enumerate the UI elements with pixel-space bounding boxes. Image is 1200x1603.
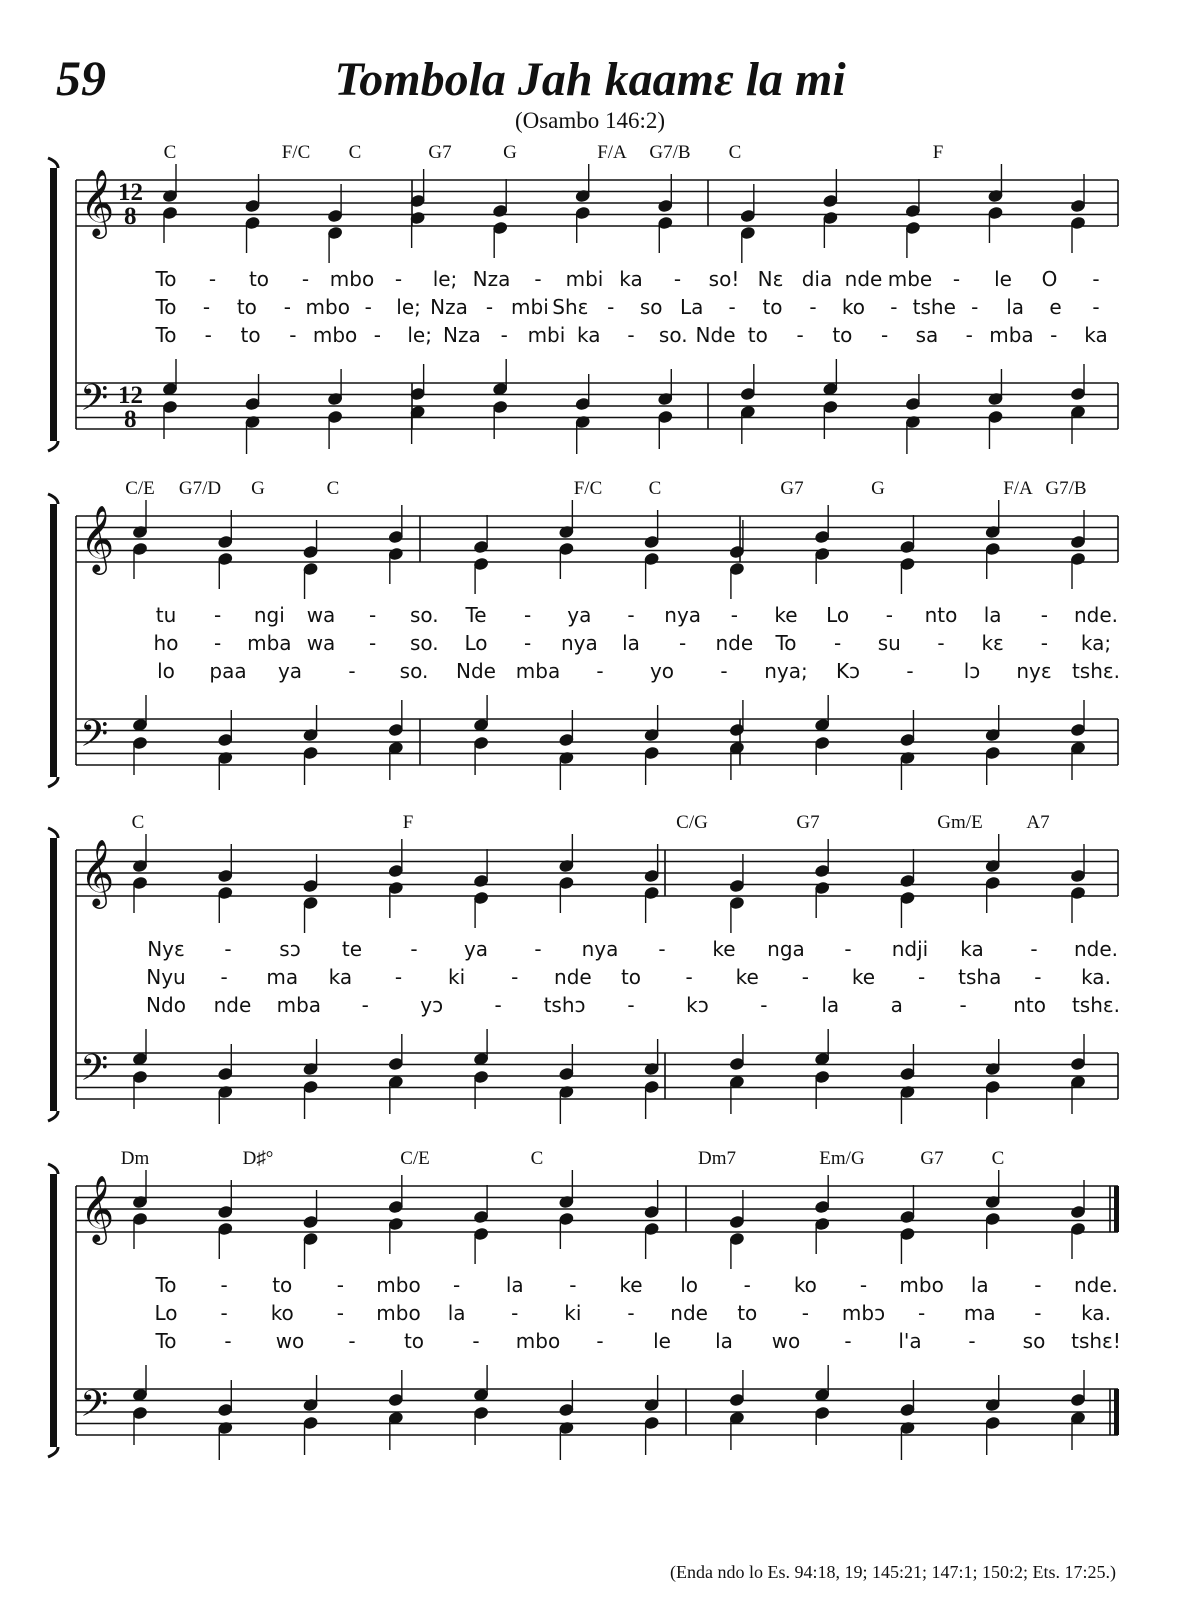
system-bracket <box>50 504 57 777</box>
lyric-syllable: To <box>155 1329 177 1353</box>
lyric-hyphen: - <box>301 267 310 291</box>
lyric-hyphen: - <box>968 1329 976 1353</box>
lyric-hyphen: - <box>283 295 291 319</box>
lyric-hyphen: - <box>890 295 898 319</box>
lyric-hyphen: - <box>906 659 914 683</box>
lyric-syllable: to <box>248 267 270 291</box>
chord-symbol: A7 <box>1026 812 1050 833</box>
lyric-syllable: so. <box>409 631 439 655</box>
lyric-syllable: mba <box>247 631 292 655</box>
lyric-syllable: ki <box>448 965 466 989</box>
lyric-syllable: ke <box>851 965 876 989</box>
lyric-hyphen: - <box>885 603 893 627</box>
lyric-syllable: la <box>505 1273 524 1297</box>
lyric-hyphen: - <box>1030 937 1038 961</box>
lyric-syllable: nde. <box>1073 937 1119 961</box>
system-bracket <box>50 1174 57 1447</box>
lyric-syllable: ya <box>277 659 303 683</box>
lyric-syllable: mbo <box>376 1273 421 1297</box>
lyric-hyphen: - <box>1034 1301 1042 1325</box>
music-system <box>48 142 1118 454</box>
lyric-syllable: so. <box>658 323 688 347</box>
lyric-hyphen: - <box>1092 295 1100 319</box>
lyric-hyphen: - <box>730 603 738 627</box>
lyric-syllable: dia <box>801 267 833 291</box>
lyric-hyphen: - <box>918 965 926 989</box>
lyric-hyphen: - <box>394 965 403 989</box>
lyric-hyphen: - <box>607 295 615 319</box>
lyric-syllable: Nyu <box>146 965 186 989</box>
lyric-syllable: tshɛ! <box>1071 1329 1121 1353</box>
chord-symbol: G7/B <box>1045 478 1087 499</box>
time-signature-lower: 8 <box>124 406 137 433</box>
lyric-hyphen: - <box>844 1329 852 1353</box>
lyric-syllable: to <box>762 295 783 319</box>
lyric-syllable: To <box>155 295 177 319</box>
lyric-hyphen: - <box>627 993 635 1017</box>
lyric-syllable: le; <box>432 267 458 291</box>
lyric-syllable: mbe <box>887 267 933 291</box>
lyric-syllable: tshɛ. <box>1071 993 1121 1017</box>
lyric-syllable: mbo <box>305 295 350 319</box>
lyric-syllable: le; <box>407 323 432 347</box>
lyric-hyphen: - <box>834 631 842 655</box>
chord-symbol: C <box>163 142 177 163</box>
lyric-syllable: mbo <box>899 1273 944 1297</box>
lyric-syllable: ke <box>619 1273 643 1297</box>
lyric-syllable: la <box>715 1329 733 1353</box>
lyric-syllable: la <box>447 1301 466 1325</box>
lyric-hyphen: - <box>937 631 945 655</box>
treble-staff <box>76 516 1118 562</box>
lyric-syllable: Nza <box>443 323 481 347</box>
lyric-syllable: la <box>970 1273 989 1297</box>
lyric-syllable: ya <box>567 603 592 627</box>
lyric-syllable: nde <box>715 631 754 655</box>
lyric-syllable: lo <box>680 1273 699 1297</box>
lyric-syllable: so! <box>708 267 740 291</box>
lyric-hyphen: - <box>369 631 377 655</box>
lyric-hyphen: - <box>1092 267 1100 291</box>
chord-symbol: C <box>728 142 742 163</box>
lyric-hyphen: - <box>673 267 682 291</box>
lyric-hyphen: - <box>373 323 381 347</box>
hymn-number: 59 <box>56 50 106 106</box>
lyric-syllable: to <box>272 1273 293 1297</box>
lyric-syllable: tshɔ <box>543 993 586 1017</box>
lyric-syllable: Nde <box>695 323 736 347</box>
lyric-syllable: Nɛ <box>757 267 784 291</box>
lyric-syllable: nde. <box>1073 1273 1119 1297</box>
lyric-hyphen: - <box>220 1273 228 1297</box>
bass-staff <box>76 383 1118 429</box>
lyric-hyphen: - <box>214 631 222 655</box>
chord-symbol: G7/D <box>178 478 222 499</box>
lyric-hyphen: - <box>627 323 635 347</box>
lyric-syllable: ka. <box>1081 965 1111 989</box>
lyric-syllable: nde. <box>1073 603 1119 627</box>
lyric-hyphen: - <box>809 295 817 319</box>
lyric-syllable: kɔ <box>686 993 709 1017</box>
lyric-hyphen: - <box>720 659 728 683</box>
chord-symbol: G <box>871 478 885 499</box>
lyric-hyphen: - <box>224 937 232 961</box>
lyric-syllable: tsha <box>958 965 1002 989</box>
lyric-syllable: so. <box>409 603 439 627</box>
lyric-syllable: ka <box>1084 323 1108 347</box>
lyric-hyphen: - <box>971 295 979 319</box>
lyric-hyphen: - <box>534 937 542 961</box>
lyric-hyphen: - <box>760 993 768 1017</box>
lyric-syllable: nde <box>844 267 883 291</box>
lyric-syllable: O <box>1041 267 1058 291</box>
chord-symbol: Dm7 <box>698 1148 736 1169</box>
footer-reference: (Enda ndo lo Es. 94:18, 19; 145:21; 147:1; 150:2; Ets. 17:25.) <box>670 1562 1116 1582</box>
chord-symbol: D♯° <box>242 1148 274 1169</box>
lyric-syllable: le; <box>396 295 421 319</box>
lyric-hyphen: - <box>289 323 297 347</box>
lyric-hyphen: - <box>728 295 736 319</box>
lyric-syllable: Nyɛ <box>147 937 185 961</box>
lyric-syllable: mbo <box>329 267 375 291</box>
lyric-syllable: wa <box>306 631 336 655</box>
lyric-syllable: To <box>155 323 177 347</box>
treble-staff <box>76 1186 1118 1232</box>
lyric-hyphen: - <box>511 1301 519 1325</box>
lyric-syllable: wo <box>771 1329 801 1353</box>
lyric-hyphen: - <box>348 1329 356 1353</box>
lyric-syllable: mba <box>515 659 561 683</box>
lyric-syllable: mbi <box>527 323 566 347</box>
chord-symbol: G <box>503 142 517 163</box>
lyric-hyphen: - <box>524 603 532 627</box>
lyric-syllable: su <box>877 631 901 655</box>
chord-symbol: C <box>530 1148 544 1169</box>
lyric-hyphen: - <box>361 993 369 1017</box>
lyric-hyphen: - <box>500 323 508 347</box>
lyric-syllable: Nza <box>430 295 468 319</box>
lyric-hyphen: - <box>685 965 693 989</box>
lyric-syllable: nde <box>670 1301 708 1325</box>
time-signature-upper: 12 <box>118 179 143 206</box>
lyric-syllable: nto <box>1013 993 1046 1017</box>
lyric-hyphen: - <box>224 1329 232 1353</box>
lyric-hyphen: - <box>394 267 403 291</box>
system-bracket <box>50 838 57 1111</box>
chord-symbol: C/G <box>676 812 708 833</box>
bass-clef-icon: 𝄢 <box>80 1383 109 1434</box>
lyric-hyphen: - <box>918 1301 926 1325</box>
lyric-hyphen: - <box>569 1273 577 1297</box>
lyric-syllable: ka. <box>1081 1301 1111 1325</box>
chord-symbol: F/C <box>573 478 603 499</box>
lyric-syllable: nyɛ <box>1016 659 1052 683</box>
lyric-syllable: mbi <box>511 295 549 319</box>
lyric-syllable: mba <box>276 993 322 1017</box>
music-system <box>48 812 1120 1124</box>
lyric-syllable: To <box>155 1273 177 1297</box>
lyric-hyphen: - <box>453 1273 461 1297</box>
lyric-syllable: ko <box>270 1301 294 1325</box>
lyric-syllable: ke <box>735 965 759 989</box>
lyric-hyphen: - <box>524 631 532 655</box>
lyric-syllable: nya <box>581 937 619 961</box>
lyric-syllable: To <box>155 267 177 291</box>
lyric-syllable: Kɔ <box>835 659 861 683</box>
chord-symbol: F <box>402 812 414 833</box>
lyric-syllable: tu <box>155 603 177 627</box>
treble-staff <box>76 850 1118 896</box>
lyric-syllable: ki <box>564 1301 582 1325</box>
lyric-syllable: la <box>1006 295 1025 319</box>
lyric-hyphen: - <box>965 323 973 347</box>
lyric-hyphen: - <box>534 267 542 291</box>
lyric-hyphen: - <box>494 993 502 1017</box>
lyric-hyphen: - <box>220 965 228 989</box>
lyric-syllable: ko <box>793 1273 817 1297</box>
lyric-syllable: Lo <box>826 603 850 627</box>
lyric-syllable: Nde <box>456 659 496 683</box>
lyric-syllable: Ndo <box>146 993 186 1017</box>
chord-symbol: G7 <box>428 142 452 163</box>
lyric-syllable: nto <box>924 603 958 627</box>
lyric-hyphen: - <box>1050 323 1058 347</box>
chord-symbol: G7 <box>780 478 804 499</box>
lyric-hyphen: - <box>1034 1273 1042 1297</box>
lyric-hyphen: - <box>959 993 967 1017</box>
lyric-syllable: nde <box>213 993 252 1017</box>
lyric-syllable: to <box>403 1329 425 1353</box>
lyric-hyphen: - <box>511 965 519 989</box>
lyric-syllable: nga <box>767 937 805 961</box>
chord-symbol: C <box>991 1148 1005 1169</box>
lyric-syllable: kɛ <box>981 631 1004 655</box>
lyric-syllable: Shɛ <box>552 295 589 319</box>
time-signature-lower: 8 <box>124 203 137 230</box>
treble-staff <box>76 180 1118 226</box>
chord-symbol: F <box>932 142 944 163</box>
lyric-syllable: mbi <box>565 267 604 291</box>
lyric-hyphen: - <box>859 1273 868 1297</box>
time-signature-upper: 12 <box>118 382 143 409</box>
lyric-hyphen: - <box>348 659 356 683</box>
lyric-syllable: ma <box>963 1301 996 1325</box>
lyric-syllable: ka; <box>1080 631 1112 655</box>
lyric-syllable: nya <box>664 603 702 627</box>
lyric-syllable: ndji <box>891 937 929 961</box>
chord-symbol: F/C <box>281 142 311 163</box>
lyric-syllable: Lo <box>154 1301 178 1325</box>
lyric-hyphen: - <box>627 603 635 627</box>
lyric-syllable: ke <box>774 603 798 627</box>
lyric-syllable: a <box>890 993 903 1017</box>
treble-clef-icon: 𝄞 <box>80 1174 115 1242</box>
lyric-hyphen: - <box>485 295 494 319</box>
system-bracket <box>50 168 57 441</box>
lyric-hyphen: - <box>364 295 372 319</box>
lyric-syllable: mbo <box>515 1329 561 1353</box>
lyric-hyphen: - <box>796 323 804 347</box>
lyric-hyphen: - <box>596 1329 604 1353</box>
lyric-syllable: to <box>236 295 257 319</box>
lyric-syllable: la <box>821 993 840 1017</box>
lyric-syllable: ka <box>619 267 643 291</box>
lyric-syllable: le <box>994 267 1012 291</box>
lyric-hyphen: - <box>214 603 222 627</box>
lyric-syllable: so <box>639 295 663 319</box>
lyric-syllable: Te <box>465 603 487 627</box>
lyric-syllable: yɔ <box>420 993 444 1017</box>
lyric-syllable: La <box>679 295 704 319</box>
lyric-syllable: to <box>240 323 261 347</box>
lyric-hyphen: - <box>369 603 377 627</box>
lyric-syllable: wa <box>306 603 336 627</box>
lyric-syllable: to <box>620 965 642 989</box>
lyric-hyphen: - <box>204 323 212 347</box>
chord-symbol: F/A <box>1003 478 1033 499</box>
hymn-title: Tombola Jah kaamɛ la mi <box>334 53 846 106</box>
lyric-syllable: to <box>737 1301 758 1325</box>
lyric-hyphen: - <box>801 1301 809 1325</box>
lyric-syllable: nya; <box>764 659 808 683</box>
treble-clef-icon: 𝄞 <box>80 504 115 572</box>
lyric-hyphen: - <box>844 937 852 961</box>
lyric-hyphen: - <box>220 1301 228 1325</box>
lyric-syllable: ka <box>576 323 601 347</box>
bass-staff <box>76 1389 1118 1435</box>
lyric-hyphen: - <box>202 295 211 319</box>
lyric-syllable: mbo <box>376 1301 421 1325</box>
chord-symbol: C <box>131 812 145 833</box>
lyric-syllable: ke <box>712 937 736 961</box>
lyric-syllable: tshe <box>912 295 956 319</box>
chord-symbol: Em/G <box>819 1148 865 1169</box>
lyric-hyphen: - <box>336 1301 344 1325</box>
lyric-syllable: sɔ <box>279 937 301 961</box>
lyric-syllable: mba <box>989 323 1034 347</box>
lyric-hyphen: - <box>1040 603 1048 627</box>
music-system <box>48 1148 1121 1460</box>
lyric-syllable: lɔ <box>963 659 981 683</box>
lyric-syllable: ya <box>463 937 489 961</box>
bass-clef-icon: 𝄢 <box>80 713 109 764</box>
lyric-syllable: nya <box>560 631 598 655</box>
lyric-syllable: so <box>1022 1329 1046 1353</box>
chord-symbol: Gm/E <box>937 812 983 833</box>
lyric-hyphen: - <box>881 323 889 347</box>
chord-symbol: G7 <box>796 812 820 833</box>
lyric-hyphen: - <box>658 937 666 961</box>
lyric-syllable: so. <box>399 659 429 683</box>
lyric-syllable: lo <box>157 659 175 683</box>
lyric-syllable: wo <box>275 1329 305 1353</box>
scripture-reference: (Osambo 146:2) <box>514 108 666 133</box>
chord-symbol: G7/B <box>649 142 691 163</box>
lyric-hyphen: - <box>596 659 604 683</box>
chord-symbol: Dm <box>120 1148 150 1169</box>
lyric-syllable: Lo <box>464 631 488 655</box>
lyric-syllable: To <box>775 631 797 655</box>
lyric-syllable: to <box>832 323 853 347</box>
lyric-syllable: ho <box>153 631 179 655</box>
lyric-syllable: Nza <box>472 267 511 291</box>
lyric-syllable: mbɔ <box>841 1301 886 1325</box>
lyric-syllable: ka <box>960 937 984 961</box>
chord-symbol: G <box>251 478 265 499</box>
lyric-syllable: ngi <box>253 603 285 627</box>
lyric-syllable: yo <box>649 659 675 683</box>
bass-staff <box>76 719 1118 765</box>
lyric-hyphen: - <box>410 937 418 961</box>
music-system <box>48 478 1120 790</box>
lyric-syllable: ko <box>841 295 865 319</box>
treble-clef-icon: 𝄞 <box>80 168 115 236</box>
lyric-hyphen: - <box>627 1301 635 1325</box>
lyric-hyphen: - <box>208 267 217 291</box>
lyric-syllable: ka <box>328 965 353 989</box>
chord-symbol: C <box>348 142 362 163</box>
chord-symbol: C/E <box>400 1148 430 1169</box>
final-barline-thick <box>1114 1389 1119 1435</box>
bass-clef-icon: 𝄢 <box>80 1047 109 1098</box>
lyric-syllable: paa <box>209 659 247 683</box>
bass-clef-icon: 𝄢 <box>80 377 109 428</box>
lyric-hyphen: - <box>1034 965 1042 989</box>
lyric-hyphen: - <box>679 631 687 655</box>
treble-clef-icon: 𝄞 <box>80 838 115 906</box>
lyric-hyphen: - <box>472 1329 480 1353</box>
final-barline-thick <box>1114 1186 1119 1232</box>
lyric-hyphen: - <box>336 1273 344 1297</box>
bass-staff <box>76 1053 1118 1099</box>
lyric-syllable: te <box>341 937 363 961</box>
lyric-syllable: tshɛ. <box>1071 659 1121 683</box>
lyric-hyphen: - <box>952 267 961 291</box>
lyric-syllable: la <box>622 631 640 655</box>
lyric-syllable: la <box>983 603 1002 627</box>
lyric-syllable: mbo <box>312 323 358 347</box>
chord-symbol: C/E <box>125 478 155 499</box>
lyric-hyphen: - <box>743 1273 751 1297</box>
lyric-syllable: nde <box>554 965 592 989</box>
lyric-syllable: to <box>747 323 768 347</box>
lyric-syllable: le <box>653 1329 671 1353</box>
lyric-hyphen: - <box>1040 631 1048 655</box>
chord-symbol: C <box>326 478 340 499</box>
chord-symbol: F/A <box>597 142 627 163</box>
lyric-syllable: sa <box>915 323 939 347</box>
chord-symbol: G7 <box>920 1148 944 1169</box>
lyric-syllable: e <box>1049 295 1062 319</box>
chord-symbol: C <box>648 478 662 499</box>
lyric-syllable: ma <box>266 965 299 989</box>
lyric-syllable: l'a <box>898 1329 922 1353</box>
lyric-hyphen: - <box>801 965 809 989</box>
